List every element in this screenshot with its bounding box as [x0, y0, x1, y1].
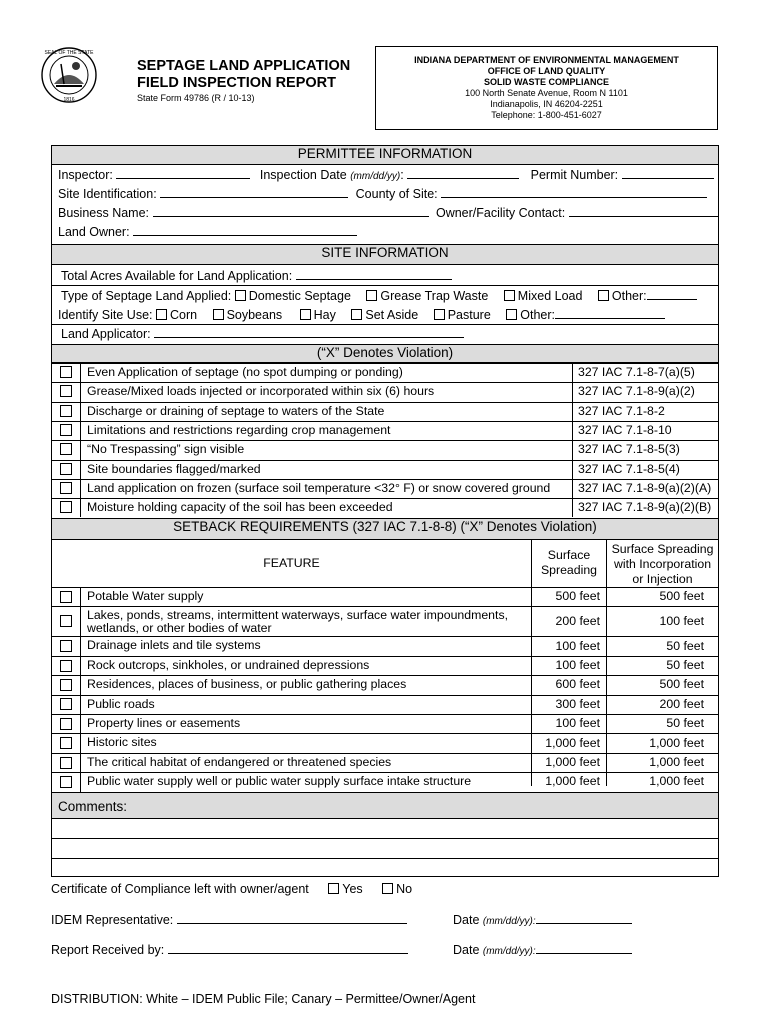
setback-feature: Property lines or easements — [87, 716, 241, 730]
idem-date-field[interactable] — [536, 912, 632, 924]
certificate-no: No — [396, 882, 413, 896]
land-owner-label: Land Owner: — [58, 225, 130, 239]
setback-incorp-distance: 500 feet — [659, 589, 704, 604]
use-option-other: Other: — [520, 308, 556, 322]
checkbox-icon[interactable] — [60, 385, 72, 397]
type-option-other: Other: — [611, 289, 647, 303]
agency-line5: Indianapolis, IN 46204-2251 — [490, 99, 603, 109]
report-received-label: Report Received by: — [51, 943, 165, 957]
setback-feature: Drainage inlets and tile systems — [87, 638, 261, 653]
checkbox-icon[interactable] — [60, 640, 72, 652]
checkbox-icon[interactable] — [60, 679, 72, 691]
setback-incorp-distance: 50 feet — [666, 716, 704, 731]
violation-rule: 327 IAC 7.1-8-10 — [578, 422, 672, 437]
idem-date-label: Date — [453, 913, 480, 927]
septage-type-label: Type of Septage Land Applied: — [61, 289, 232, 303]
setback-surface-distance: 1,000 feet — [545, 774, 600, 789]
checkbox-icon[interactable] — [60, 405, 72, 417]
setback-feature: Residences, places of business, or public gathering places — [87, 677, 407, 692]
checkbox-icon[interactable] — [434, 309, 445, 320]
violation-rule: 327 IAC 7.1-8-5(3) — [578, 442, 680, 457]
comments-label: Comments: — [52, 792, 718, 819]
setback-feature: Potable Water supply — [87, 589, 204, 603]
checkbox-icon[interactable] — [60, 737, 72, 749]
use-option-hay: Hay — [313, 308, 336, 322]
land-applicator-field[interactable] — [154, 326, 464, 338]
violation-text: “No Trespassing” sign visible — [87, 442, 245, 457]
checkbox-icon[interactable] — [60, 424, 72, 436]
idem-rep-field[interactable] — [177, 912, 407, 924]
setback-incorp-distance: 50 feet — [666, 638, 704, 653]
checkbox-icon[interactable] — [351, 309, 362, 320]
land-applicator-label: Land Applicator: — [61, 327, 151, 341]
setback-incorp-distance: 200 feet — [659, 696, 704, 711]
agency-line1: INDIANA DEPARTMENT OF ENVIRONMENTAL MANAGEMENT — [414, 55, 679, 65]
state-seal-icon — [34, 46, 104, 104]
comments-line[interactable] — [52, 838, 718, 839]
use-option-set-aside: Set Aside — [365, 308, 419, 322]
violation-rule: 327 IAC 7.1-8-9(a)(2)(B) — [578, 500, 712, 515]
idem-date-hint: (mm/dd/yy): — [482, 916, 536, 927]
violation-text: Even Application of septage (no spot dumping or ponding) — [87, 365, 403, 379]
site-identification-label: Site Identification: — [58, 187, 157, 201]
setback-surface-distance: 600 feet — [555, 677, 600, 692]
violation-text: Discharge or draining of septage to waters of the State — [87, 403, 385, 418]
violation-text: Site boundaries flagged/marked — [87, 461, 261, 476]
setback-surface-distance: 100 feet — [555, 658, 600, 672]
checkbox-icon[interactable] — [598, 290, 609, 301]
permittee-heading: PERMITTEE INFORMATION — [52, 146, 718, 165]
use-other-field[interactable] — [555, 307, 665, 319]
permit-number-field[interactable] — [622, 167, 714, 179]
violation-rule: 327 IAC 7.1-8-2 — [578, 403, 665, 418]
county-label: County of Site: — [355, 187, 438, 201]
owner-contact-label: Owner/Facility Contact: — [435, 206, 566, 220]
owner-contact-field[interactable] — [569, 205, 719, 217]
checkbox-icon[interactable] — [60, 463, 72, 475]
inspector-label: Inspector: — [58, 168, 113, 182]
form-number: State Form 49786 (R / 10-13) — [137, 93, 255, 103]
inspector-field[interactable] — [116, 167, 250, 179]
received-date-field[interactable] — [536, 942, 632, 954]
setback-incorp-distance: 1,000 feet — [649, 774, 704, 789]
setback-heading: SETBACK REQUIREMENTS (327 IAC 7.1-8-8) (“X” Denotes Violation) — [52, 518, 718, 540]
checkbox-icon[interactable] — [60, 591, 72, 603]
violation-text: Limitations and restrictions regarding crop management — [87, 422, 391, 437]
svg-text:SEAL OF THE STATE: SEAL OF THE STATE — [44, 50, 94, 56]
setback-surface-distance: 500 feet — [555, 589, 600, 604]
setback-feature: The critical habitat of endangered or threatened species — [87, 754, 392, 769]
type-option-domestic: Domestic Septage — [248, 289, 351, 303]
violation-text: Land application on frozen (surface soil temperature <32° F) or snow covered ground — [87, 480, 551, 495]
setback-col-incorp-line2: with Incorporation — [613, 557, 712, 571]
total-acres-label: Total Acres Available for Land Application: — [61, 269, 293, 283]
inspection-date-field[interactable] — [407, 167, 519, 179]
setback-feature: Historic sites — [87, 735, 157, 750]
checkbox-icon[interactable] — [60, 698, 72, 710]
svg-text:1816: 1816 — [63, 97, 75, 103]
violations-heading: (“X” Denotes Violation) — [52, 344, 718, 363]
setback-surface-distance: 100 feet — [555, 716, 600, 731]
setback-incorp-distance: 500 feet — [659, 677, 704, 692]
agency-line3: SOLID WASTE COMPLIANCE — [483, 77, 609, 87]
checkbox-icon[interactable] — [60, 757, 72, 769]
setback-surface-distance: 300 feet — [555, 696, 600, 711]
setback-feature-cont: wetlands, or other bodies of water — [87, 621, 272, 636]
use-option-corn: Corn — [169, 308, 198, 322]
certificate-yes: Yes — [342, 882, 363, 896]
checkbox-icon[interactable] — [60, 482, 72, 494]
received-date-label: Date — [453, 943, 480, 957]
checkbox-icon[interactable] — [382, 883, 393, 894]
checkbox-icon[interactable] — [235, 290, 246, 301]
setback-incorp-distance: 1,000 feet — [649, 755, 704, 769]
setback-col-feature: FEATURE — [263, 556, 320, 570]
business-name-field[interactable] — [153, 205, 429, 217]
form-title-line2: FIELD INSPECTION REPORT — [137, 75, 336, 91]
setback-incorp-distance: 100 feet — [659, 613, 704, 628]
checkbox-icon[interactable] — [156, 309, 167, 320]
violation-text: Moisture holding capacity of the soil has been exceeded — [87, 500, 393, 515]
checkbox-icon[interactable] — [60, 660, 72, 672]
setback-incorp-distance: 1,000 feet — [649, 735, 704, 750]
idem-rep-label: IDEM Representative: — [51, 913, 174, 927]
agency-line6: Telephone: 1-800-451-6027 — [491, 110, 602, 120]
setback-col-surface-line2: Spreading — [540, 563, 598, 577]
checkbox-icon[interactable] — [60, 776, 72, 788]
checkbox-icon[interactable] — [60, 615, 72, 627]
violation-rule: 327 IAC 7.1-8-5(4) — [578, 461, 680, 476]
distribution-note: DISTRIBUTION: White – IDEM Public File; Canary – Permittee/Owner/Agent — [51, 992, 476, 1006]
violation-rule: 327 IAC 7.1-8-9(a)(2) — [578, 384, 695, 399]
business-name-label: Business Name: — [58, 206, 150, 220]
site-use-label: Identify Site Use: — [58, 308, 153, 322]
agency-line2: OFFICE OF LAND QUALITY — [487, 66, 606, 76]
checkbox-icon[interactable] — [60, 501, 72, 513]
use-option-soybeans: Soybeans — [226, 308, 283, 322]
agency-box — [375, 46, 718, 130]
inspection-date-label: Inspection Date — [259, 168, 347, 182]
checkbox-icon[interactable] — [300, 309, 311, 320]
checkbox-icon[interactable] — [506, 309, 517, 320]
land-owner-field[interactable] — [133, 224, 357, 236]
type-option-grease: Grease Trap Waste — [380, 289, 489, 303]
setback-surface-distance: 1,000 feet — [545, 735, 600, 750]
use-option-pasture: Pasture — [447, 308, 491, 322]
checkbox-icon[interactable] — [366, 290, 377, 301]
total-acres-field[interactable] — [296, 268, 452, 280]
violation-text: Grease/Mixed loads injected or incorporated within six (6) hours — [87, 384, 435, 399]
county-field[interactable] — [441, 186, 707, 198]
setback-feature: Public water supply well or public water supply surface intake structure — [87, 774, 472, 789]
setback-col-incorp-line1: Surface Spreading — [611, 542, 714, 556]
comments-line[interactable] — [52, 858, 718, 859]
site-identification-field[interactable] — [160, 186, 348, 198]
setback-feature: Lakes, ponds, streams, intermittent waterways, surface water impoundments, — [87, 608, 509, 623]
setback-surface-distance: 200 feet — [555, 613, 600, 628]
setback-col-surface-line1: Surface — [547, 548, 591, 562]
setback-col-incorp-line3: or Injection — [632, 572, 693, 586]
checkbox-icon[interactable] — [213, 309, 224, 320]
setback-surface-distance: 100 feet — [555, 638, 600, 653]
form-title-line1: SEPTAGE LAND APPLICATION — [137, 58, 351, 74]
inspection-date-hint: (mm/dd/yy) — [350, 171, 401, 182]
site-heading: SITE INFORMATION — [52, 244, 718, 265]
received-date-hint: (mm/dd/yy): — [482, 946, 536, 957]
type-option-mixed: Mixed Load — [517, 289, 583, 303]
setback-feature: Rock outcrops, sinkholes, or undrained depressions — [87, 657, 370, 672]
checkbox-icon[interactable] — [504, 290, 515, 301]
type-other-field[interactable] — [647, 288, 697, 300]
checkbox-icon[interactable] — [60, 366, 72, 378]
certificate-label: Certificate of Compliance left with owner/agent — [51, 882, 309, 896]
setback-incorp-distance: 50 feet — [666, 658, 704, 672]
setback-feature: Public roads — [87, 696, 155, 711]
violation-rule: 327 IAC 7.1-8-7(a)(5) — [578, 365, 695, 379]
violation-rule: 327 IAC 7.1-8-9(a)(2)(A) — [578, 480, 712, 495]
agency-line4: 100 North Senate Avenue, Room N 1101 — [465, 88, 628, 98]
permit-number-label: Permit Number: — [530, 168, 619, 182]
checkbox-icon[interactable] — [60, 443, 72, 455]
report-received-field[interactable] — [168, 942, 408, 954]
form-body: PERMITTEE INFORMATION Inspector: Inspection Date (mm/dd/yy): Permit Number: Site Identification: County of Site: Business Name: Owner/Facility Contact: Land Owner: SITE INFORMATION Total Acres Available for Land Application: Type of Septage Land Applied: Domestic Septage Grease Trap Waste Mixed Load Other: Identify Site Use: Corn Soybeans Hay Set Aside Pasture Other: Land Applicator: (“X” Denotes Violation) Even Application of septage (no spot dumping or ponding) 327 IAC 7.1-8-7(a)(5) Grease/Mixed loads injected or incorporated within six (6) hours 327 IAC 7.1-8-9(a)(2) Discharge or draining of septage to waters of the State 327 IAC 7.1-8-2 Limitations and restrictions regarding crop management 327 IAC 7.1-8-10 “No Trespassing” sign visible 327 IAC 7.1-8-5(3) Site boundaries flagged/marked 327 IAC 7.1-8-5(4) Land application on frozen (surface soil temperature <32° F) or snow covered ground 327 IAC 7.1-8-9(a)(2)(A) Moisture holding capacity of the soil has been exceeded 327 IAC 7.1-8-9(a)(2)(B) SETBACK REQUIREMENTS (327 IAC 7.1-8-8) (“X” Denotes Violation) FEATURE Surface Spreading Surface Spreading with Incorporation or Injection Potable Water supply 500 feet 500 feet Lakes, ponds, streams, intermittent waterways, surface water impoundments, wetlands, or other bodies of water 200 feet 100 feet Drainage inlets and tile systems 100 feet 50 feet Rock outcrops, sinkholes, or undrained depressions 100 feet 50 feet Residences, places of business, or public gathering places 600 feet 500 feet Public roads 300 feet 200 feet Property lines or easements 100 feet 50 feet Historic sites 1,000 feet 1,000 feet The critical habitat of endangered or threatened species 1,000 feet 1,000 feet Public water supply well or public water supply surface intake structure 1,000 feet 1,000 feet Comments: — [51, 145, 719, 877]
checkbox-icon[interactable] — [60, 718, 72, 730]
checkbox-icon[interactable] — [328, 883, 339, 894]
setback-surface-distance: 1,000 feet — [545, 755, 600, 769]
